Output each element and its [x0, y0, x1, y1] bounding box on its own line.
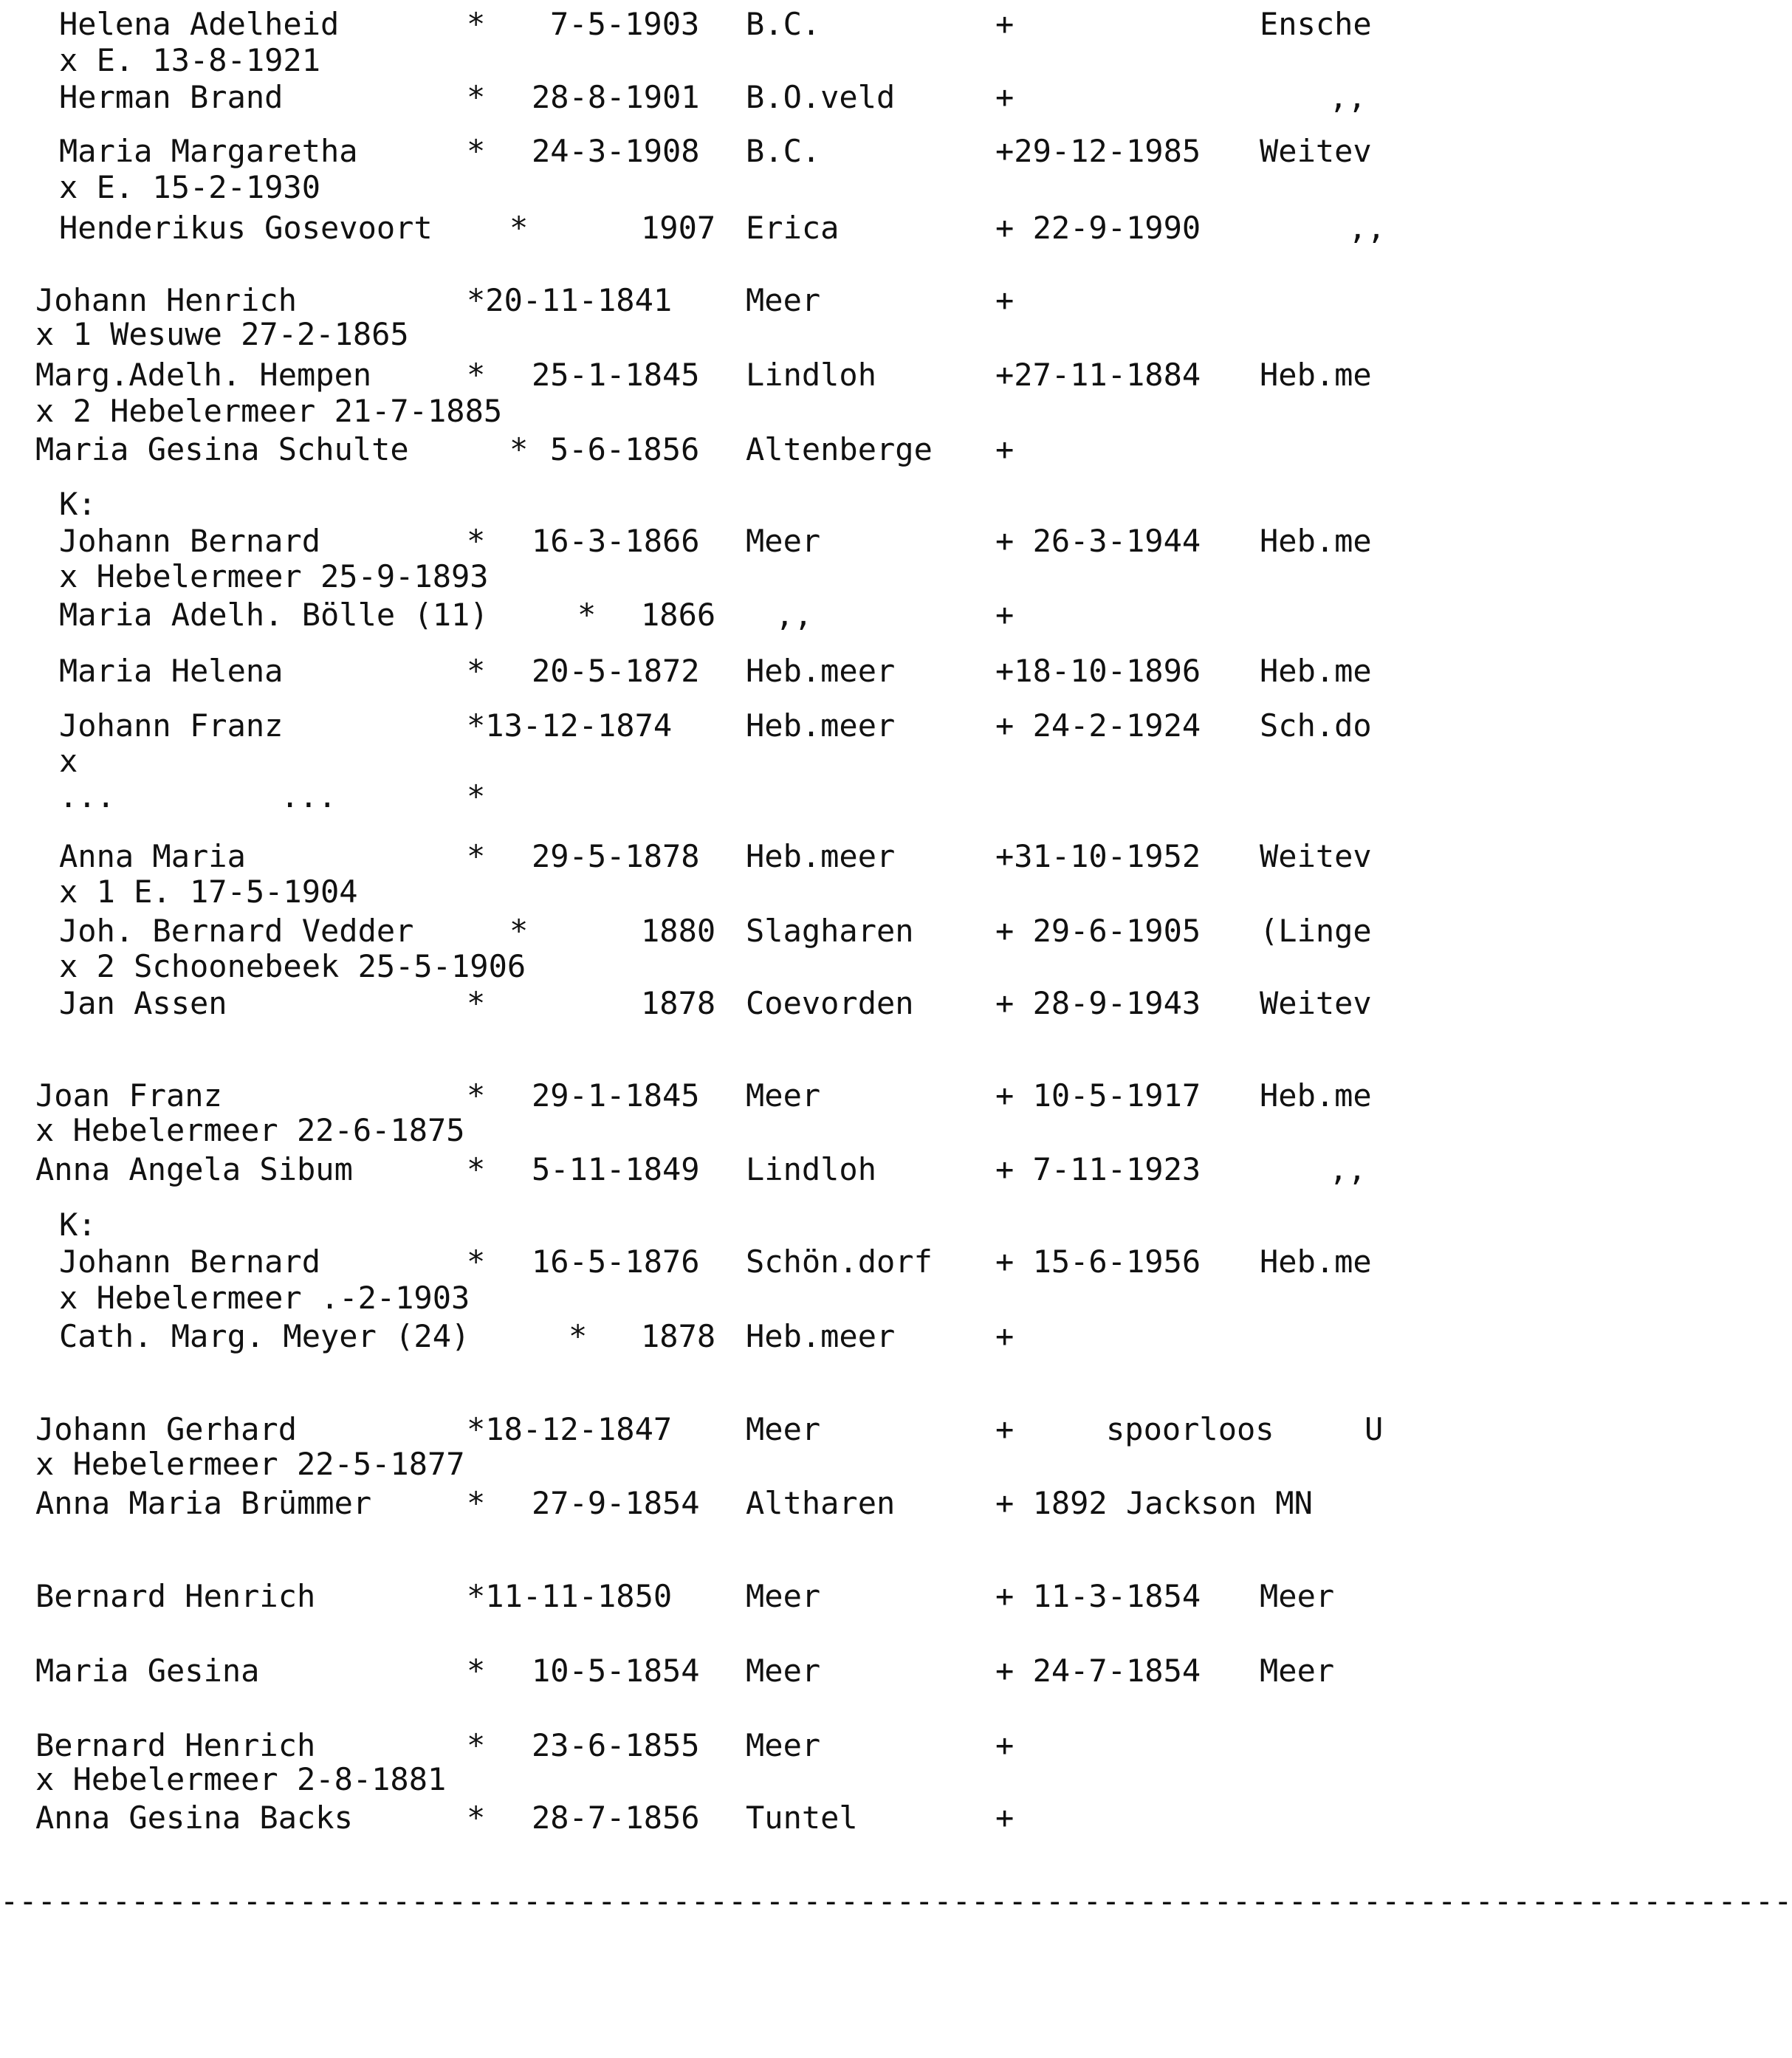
person-name: Johann Franz — [59, 707, 284, 744]
person-name: Maria Adelh. Bölle (11) — [59, 597, 489, 633]
death-place: Heb.me — [1260, 357, 1372, 393]
person-row — [0, 913, 1382, 950]
person-row — [0, 1800, 1382, 1836]
death-note: spoorloos — [1106, 1411, 1274, 1447]
death-place: Ensche — [1260, 6, 1372, 42]
birth-date: 1866 — [641, 597, 716, 633]
birth-date: 28-8-1901 — [532, 79, 700, 115]
death-info: +18-10-1896 — [995, 653, 1201, 689]
birth-date: 23-6-1855 — [532, 1727, 700, 1763]
person-name: Maria Gesina Schulte — [35, 431, 409, 467]
death-info: + — [995, 1411, 1015, 1447]
birth-date: 16-5-1876 — [532, 1244, 700, 1280]
birth-date: 5-6-1856 — [550, 431, 700, 467]
birth-marker: * — [467, 1727, 486, 1763]
birth-date: 7-5-1903 — [550, 6, 700, 42]
death-place: ,, — [1348, 210, 1386, 246]
person-row — [0, 778, 1382, 815]
birth-marker: * — [467, 6, 486, 42]
death-info: + — [995, 1800, 1015, 1836]
birth-place: B.C. — [746, 6, 821, 42]
person-row — [0, 1578, 1382, 1615]
birth-date: *18-12-1847 — [467, 1411, 673, 1447]
birth-date: 5-11-1849 — [532, 1151, 700, 1187]
birth-place: Lindloh — [746, 357, 877, 393]
death-info: + — [995, 431, 1015, 467]
birth-place: Tuntel — [746, 1800, 858, 1836]
page-rule: ------------------------------------------------------------------------------------------------ — [0, 1883, 1792, 1919]
birth-marker: * — [577, 597, 597, 633]
birth-place: Meer — [746, 1578, 821, 1614]
marriage-row — [0, 1446, 1382, 1483]
birth-date: 16-3-1866 — [532, 523, 700, 559]
birth-date: 10-5-1854 — [532, 1653, 700, 1689]
person-row — [0, 79, 1382, 116]
person-row — [0, 1318, 1382, 1355]
death-place: Weitev — [1260, 838, 1372, 874]
marriage-text: x 2 Hebelermeer 21-7-1885 — [35, 393, 503, 429]
marriage-text: x — [59, 743, 78, 779]
person-name: Bernard Henrich — [35, 1727, 316, 1763]
marriage-row — [0, 1761, 1382, 1798]
death-place: ,, — [1329, 79, 1367, 115]
death-info: + 24-7-1854 — [995, 1653, 1201, 1689]
person-row — [0, 282, 1382, 319]
person-row — [0, 707, 1382, 744]
death-place: Sch.do — [1260, 707, 1372, 744]
death-info: + 15-6-1956 — [995, 1244, 1201, 1280]
children-label: K: — [59, 486, 97, 522]
death-info: +29-12-1985 — [995, 133, 1201, 169]
birth-marker: * — [467, 1800, 486, 1836]
birth-place: Meer — [746, 1727, 821, 1763]
person-name: Maria Margaretha — [59, 133, 358, 169]
person-row — [0, 985, 1382, 1022]
death-info: + 7-11-1923 — [995, 1151, 1201, 1187]
person-name: Anna Angela Sibum — [35, 1151, 353, 1187]
marriage-text: x E. 13-8-1921 — [59, 42, 321, 78]
person-name: Johann Henrich — [35, 282, 298, 318]
death-info: + 26-3-1944 — [995, 523, 1201, 559]
person-row — [0, 597, 1382, 634]
person-name: Marg.Adelh. Hempen — [35, 357, 372, 393]
marriage-row — [0, 393, 1382, 430]
marriage-text: x Hebelermeer 22-5-1877 — [35, 1446, 465, 1482]
marriage-row — [0, 948, 1382, 985]
marriage-text: x 2 Schoonebeek 25-5-1906 — [59, 948, 526, 984]
birth-place: Schön.dorf — [746, 1244, 933, 1280]
person-name: Jan Assen — [59, 985, 227, 1021]
person-name: Bernard Henrich — [35, 1578, 316, 1614]
marriage-text: x 1 Wesuwe 27-2-1865 — [35, 316, 409, 352]
birth-place: Meer — [746, 1077, 821, 1114]
birth-marker: * — [467, 1244, 486, 1280]
death-place: Heb.me — [1260, 523, 1372, 559]
children-label: K: — [59, 1207, 97, 1243]
birth-date: 1878 — [641, 985, 716, 1021]
person-name: Helena Adelheid — [59, 6, 340, 42]
person-name: Joan Franz — [35, 1077, 222, 1114]
death-info: + 29-6-1905 — [995, 913, 1201, 949]
birth-marker: * — [467, 1485, 486, 1521]
death-place: Heb.me — [1260, 1244, 1372, 1280]
birth-marker: * — [509, 431, 529, 467]
death-place: U — [1364, 1411, 1384, 1447]
person-name-continued: ... — [281, 778, 337, 814]
person-name: ... — [59, 778, 115, 814]
birth-place: Altenberge — [746, 431, 933, 467]
birth-place: Coevorden — [746, 985, 914, 1021]
person-name: Cath. Marg. Meyer (24) — [59, 1318, 470, 1354]
marriage-row — [0, 743, 1382, 780]
person-name: Anna Maria Brümmer — [35, 1485, 372, 1521]
person-name: Johann Bernard — [59, 1244, 321, 1280]
marriage-row — [0, 169, 1382, 206]
birth-date: 20-5-1872 — [532, 653, 700, 689]
death-place: Heb.me — [1260, 653, 1372, 689]
birth-date: 24-3-1908 — [532, 133, 700, 169]
death-info: +27-11-1884 — [995, 357, 1201, 393]
birth-place: Altharen — [746, 1485, 896, 1521]
children-header — [0, 1207, 1382, 1244]
person-row — [0, 1653, 1382, 1690]
birth-marker: * — [467, 985, 486, 1021]
birth-place: Slagharen — [746, 913, 914, 949]
birth-marker: * — [467, 357, 486, 393]
death-info: +31-10-1952 — [995, 838, 1201, 874]
birth-date: 1880 — [641, 913, 716, 949]
person-row — [0, 1485, 1382, 1522]
birth-date: *13-12-1874 — [467, 707, 673, 744]
person-name: Maria Helena — [59, 653, 284, 689]
birth-marker: * — [509, 210, 529, 246]
person-row — [0, 357, 1382, 394]
birth-place: Meer — [746, 282, 821, 318]
person-row — [0, 1727, 1382, 1764]
person-name: Herman Brand — [59, 79, 284, 115]
person-row — [0, 1077, 1382, 1114]
death-place: Weitev — [1260, 985, 1372, 1021]
birth-marker: * — [467, 838, 486, 874]
death-info: + 11-3-1854 — [995, 1578, 1201, 1614]
birth-date: *11-11-1850 — [467, 1578, 673, 1614]
birth-place: Lindloh — [746, 1151, 877, 1187]
death-info: + — [995, 79, 1015, 115]
birth-marker: * — [467, 1151, 486, 1187]
person-row — [0, 838, 1382, 875]
birth-place: Heb.meer — [746, 1318, 896, 1354]
birth-place: B.C. — [746, 133, 821, 169]
birth-date: 29-1-1845 — [532, 1077, 700, 1114]
birth-marker: * — [467, 778, 486, 814]
death-place: Weitev — [1260, 133, 1372, 169]
person-name: Anna Gesina Backs — [35, 1800, 353, 1836]
person-row — [0, 210, 1386, 247]
person-row — [0, 1411, 1382, 1448]
marriage-text: x Hebelermeer 2-8-1881 — [35, 1761, 447, 1797]
marriage-row — [0, 42, 1382, 79]
marriage-text: x E. 15-2-1930 — [59, 169, 321, 205]
death-place: Heb.me — [1260, 1077, 1372, 1114]
marriage-text: x 1 E. 17-5-1904 — [59, 874, 358, 910]
death-info: + — [995, 1727, 1015, 1763]
death-info: + 22-9-1990 — [995, 210, 1201, 246]
birth-date: 27-9-1854 — [532, 1485, 700, 1521]
marriage-row — [0, 874, 1382, 910]
birth-marker: * — [467, 1077, 486, 1114]
death-info: + 1892 Jackson MN — [995, 1485, 1313, 1521]
birth-place: Meer — [746, 1653, 821, 1689]
death-info: + — [995, 282, 1015, 318]
person-row — [0, 431, 1382, 468]
birth-marker: * — [467, 653, 486, 689]
death-info: + — [995, 6, 1015, 42]
person-name: Anna Maria — [59, 838, 246, 874]
birth-place: Heb.meer — [746, 653, 896, 689]
birth-marker: * — [509, 913, 529, 949]
person-row — [0, 523, 1382, 560]
birth-marker: * — [467, 523, 486, 559]
marriage-text: x Hebelermeer 22-6-1875 — [35, 1112, 465, 1148]
person-name: Joh. Bernard Vedder — [59, 913, 414, 949]
birth-place: Meer — [746, 1411, 821, 1447]
person-row — [0, 1151, 1382, 1188]
death-info: + 10-5-1917 — [995, 1077, 1201, 1114]
person-name: Maria Gesina — [35, 1653, 260, 1689]
birth-marker: * — [467, 79, 486, 115]
person-name: Henderikus Gosevoort — [59, 210, 433, 246]
birth-place: Heb.meer — [746, 707, 896, 744]
death-info: + 24-2-1924 — [995, 707, 1201, 744]
birth-date: 1907 — [641, 210, 716, 246]
person-name: Johann Bernard — [59, 523, 321, 559]
birth-date: 28-7-1856 — [532, 1800, 700, 1836]
birth-marker: * — [467, 1653, 486, 1689]
death-info: + 28-9-1943 — [995, 985, 1201, 1021]
marriage-row — [0, 1280, 1382, 1317]
person-row — [0, 653, 1382, 690]
birth-date: 29-5-1878 — [532, 838, 700, 874]
birth-place: ,, — [775, 597, 813, 633]
birth-place: Erica — [746, 210, 840, 246]
birth-date: 1878 — [641, 1318, 716, 1354]
person-row — [0, 6, 1382, 43]
birth-place: Heb.meer — [746, 838, 896, 874]
death-place: ,, — [1329, 1151, 1367, 1187]
birth-marker: * — [569, 1318, 588, 1354]
person-name: Johann Gerhard — [35, 1411, 298, 1447]
death-info: + — [995, 1318, 1015, 1354]
birth-date: 25-1-1845 — [532, 357, 700, 393]
marriage-text: x Hebelermeer 25-9-1893 — [59, 558, 489, 594]
marriage-text: x Hebelermeer .-2-1903 — [59, 1280, 470, 1316]
death-info: + — [995, 597, 1015, 633]
marriage-row — [0, 316, 1382, 353]
birth-place: B.O.veld — [746, 79, 896, 115]
death-place: Meer — [1260, 1578, 1335, 1614]
children-header — [0, 486, 1382, 523]
marriage-row — [0, 558, 1382, 595]
birth-date: *20-11-1841 — [467, 282, 673, 318]
death-place: Meer — [1260, 1653, 1335, 1689]
person-row — [0, 133, 1382, 170]
marriage-row — [0, 1112, 1382, 1149]
birth-place: Meer — [746, 523, 821, 559]
birth-marker: * — [467, 133, 486, 169]
death-place: (Linge — [1260, 913, 1372, 949]
person-row — [0, 1244, 1382, 1280]
